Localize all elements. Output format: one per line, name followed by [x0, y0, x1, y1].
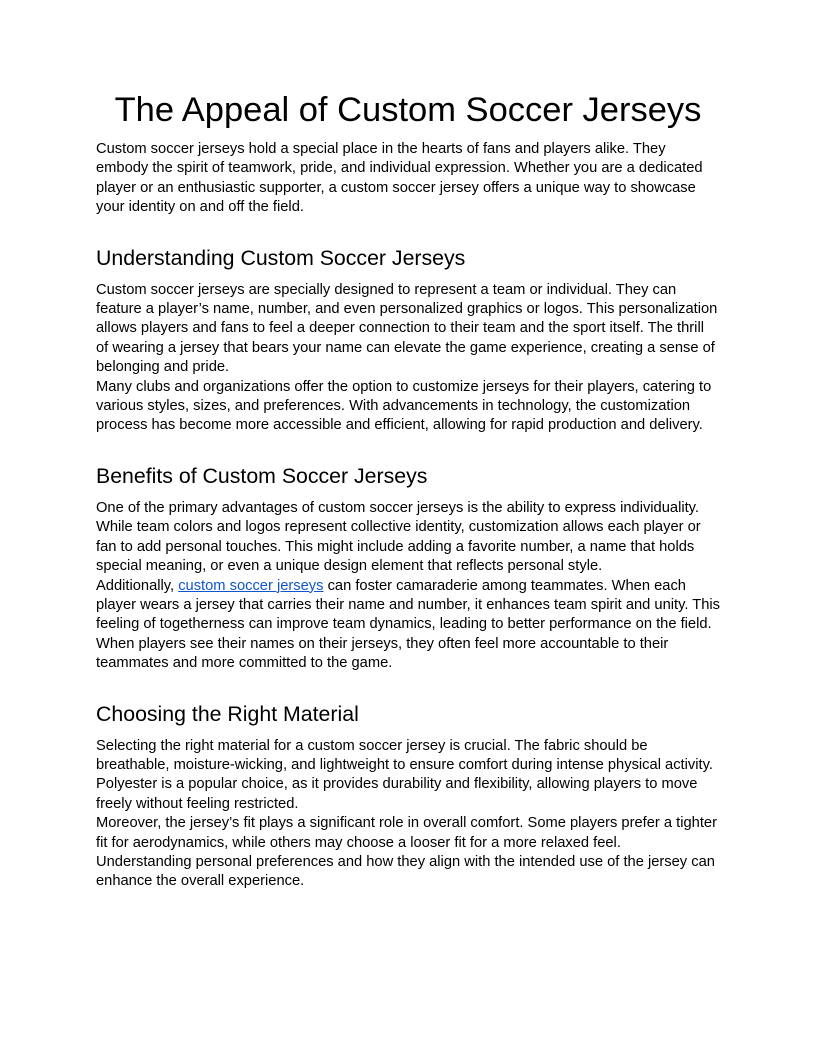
paragraph: Moreover, the jersey’s fit plays a significant role in overall comfort. Some players prefer a tighter fit for aerodynamics, while others may choose a looser fit for a more relaxed feel. Understanding personal preferences and how they align with the intended use of the jersey can enhance the overall experience.	[96, 815, 717, 890]
paragraph: One of the primary advantages of custom soccer jerseys is the ability to express individuality. While team colors and logos represent collective identity, customization allows each player or fan to add personal touches. This might include adding a favorite number, a name that holds special meaning, or even a unique design element that reflects personal style.	[96, 499, 701, 575]
paragraph-with-link	[96, 577, 720, 674]
section-heading-benefits-of-custom-soccer-jerseys: Benefits of Custom Soccer Jerseys	[96, 463, 428, 488]
paragraph: Many clubs and organizations offer the option to customize jerseys for their players, catering to various styles, sizes, and preferences. With advancements in technology, the customization process has become more accessible and efficient, allowing for rapid production and delivery.	[96, 378, 712, 434]
paragraph: Selecting the right material for a custom soccer jersey is crucial. The fabric should be breathable, moisture-wicking, and lightweight to ensure comfort during intense physical activity. Polyester is a popular choice, as it provides durability and flexibility, allowing players to move freely without feeling restricted.	[96, 737, 713, 812]
custom-soccer-jerseys-link[interactable]: custom soccer jerseys	[178, 577, 324, 594]
section-heading-understanding-custom-soccer-jerseys: Understanding Custom Soccer Jerseys	[96, 245, 466, 270]
section-heading-choosing-the-right-material: Choosing the Right Material	[96, 701, 359, 726]
document-title: The Appeal of Custom Soccer Jerseys	[114, 91, 702, 129]
paragraph-text-after-link: can foster camaraderie among teammates. When each player wears a jersey that carries their name and number, it enhances team spirit and unity. This feeling of togetherness can improve team dynamics, leading to better performance on the field. When players see their names on their jerseys, they often feel more accountable to their teammates and more committed to the game.	[96, 577, 720, 672]
paragraph: Custom soccer jerseys are specially designed to represent a team or individual. They can feature a player’s name, number, and even personalized graphics or logos. This personalization allows players and fans to feel a deeper connection to their team and the sport itself. The thrill of wearing a jersey that bears your name can elevate the game experience, creating a sense of belonging and pride.	[96, 281, 718, 376]
paragraph-text-before-link: Additionally,	[96, 577, 179, 594]
intro-paragraph: Custom soccer jerseys hold a special place in the hearts of fans and players alike. They embody the spirit of teamwork, pride, and individual expression. Whether you are a dedicated player or an enthusiastic supporter, a custom soccer jersey offers a unique way to showcase your identity on and off the field.	[96, 141, 703, 216]
